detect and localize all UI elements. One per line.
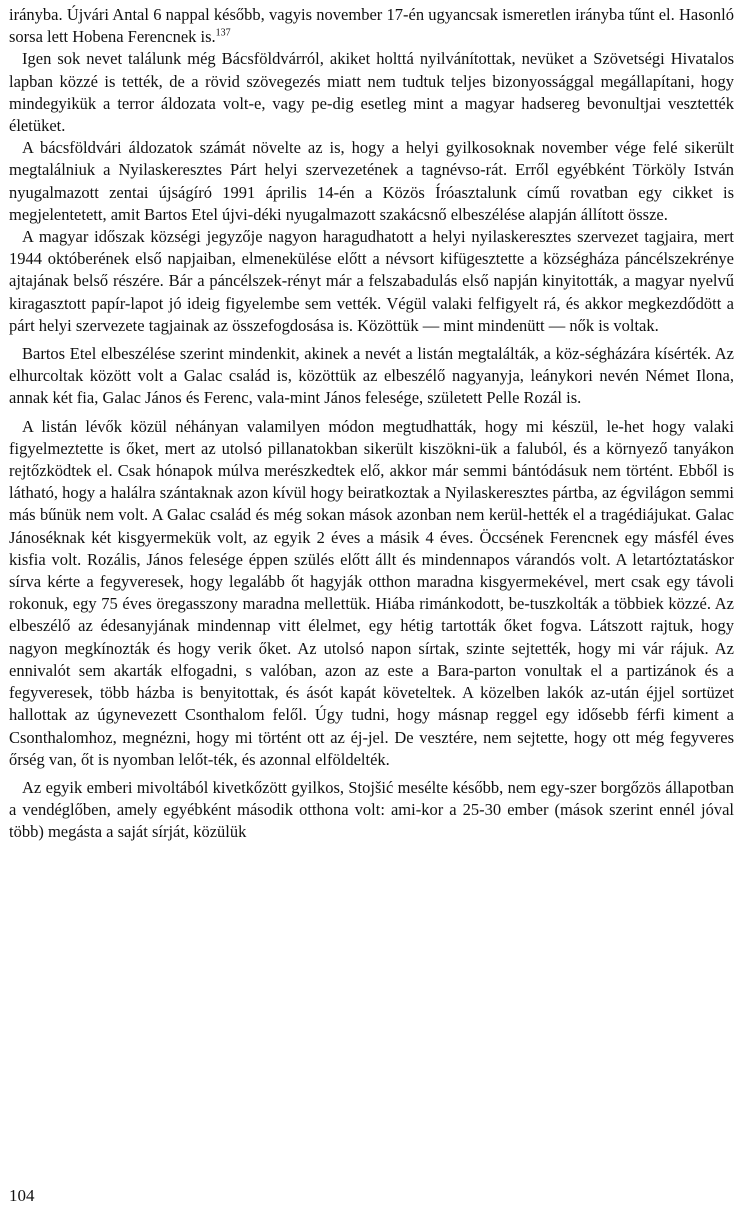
footnote-reference: 137 (215, 27, 231, 39)
paragraph: Igen sok nevet találunk még Bácsföldvárról, akiket holttá nyilvánítottak, nevüket a Szövetségi Hivatalos lapban közzé is tették, de a rövid szövegezés miatt nem tudtuk teljes bizonyossággal megállapítani, hogy mindegyikük a terror áldozata volt-e, vagy pe-dig esetleg mint a magyar hadsereg bevonultjai vesztették életüket. (9, 49, 734, 136)
paragraph: A bácsföldvári áldozatok számát növelte az is, hogy a helyi gyilkosoknak november vége felé sikerült megtalálniuk a Nyilaskeresztes Párt helyi szervezetének a tagnévso-rát. Erről egyébként Törköly István nyugalmazott zentai újságíró 1991 április 14-én a Közös Íróasztalunk című rovatban egy cikket is megjelentetett, amit Bartos Etel újvi-déki nyugalmazott szakácsnő elbeszélése alapján állított össze. (9, 138, 734, 224)
paragraph-continuation (9, 4, 734, 48)
paragraph-text: irányba. Újvári Antal 6 nappal később, vagyis november 17-én ugyancsak ismeretlen irányba tűnt el. Hasonló sorsa lett Hobena Ferencnek is. (9, 5, 734, 47)
paragraph: Az egyik emberi mivoltából kivetkőzött gyilkos, Stojšić mesélte később, nem egy-szer borgőzös állapotban a vendéglőben, amely egyébként második otthona volt: ami-kor a 25-30 ember (mások szerint ennél jóval több) megásta a saját sírját, közülük (9, 777, 734, 842)
paragraph: A magyar időszak községi jegyzője nagyon haragudhatott a helyi nyilaskeresztes szervezet tagjaira, mert 1944 októberének első napjaiban, elmenekülése előtt a névsort kifügesztette a községháza páncélszekrénye ajtajának belső részére. Bár a páncélszek-rényt már a felszabadulás első napján kinyitották, a magyar nyelvű kiragasztott papír-lapot jó ideig figyelembe sem vették. Végül valaki felfigyelt rá, és akkor megkezdődött a párt helyi szervezete tagjainak az összefogdosása is. Közöttük — mint mindenütt — nők is voltak. (9, 227, 734, 335)
paragraph: Bartos Etel elbeszélése szerint mindenkit, akinek a nevét a listán megtalálták, a köz-ségházára kísérték. Az elhurcoltak között volt a Galac család is, közöttük az elbeszélő nagyanyja, leánykori nevén Német Ilona, annak két fia, Galac János és Ferenc, vala-mint János felesége, született Pelle Rozál is. (9, 344, 734, 408)
paragraph: A listán lévők közül néhányan valamilyen módon megtudhatták, hogy mi készül, le-het hogy valaki figyelmeztette is őket, mert az utolsó pillanatokban sikerült kiszökni-ük a faluból, és a környező tanyákon rejtőzködtek el. Csak hónapok múlva merészkedtek elő, akkor már semmi bántódásuk nem történt. Ebből is látható, hogy a halálra szántaknak azon kívül hogy beiratkoztak a Nyilaskeresztes pártba, az égvilágon semmi más bűnük nem volt. A Galac család és még sokan mások azonban nem kerül-hették el a tragédiájukat. Galac Jánoséknak két kisgyermekük volt, az egyik 2 éves a másik 4 éves. Öccsének Ferencnek egy másfél éves kisfia volt. Rozális, János felesége éppen szülés előtt állt és mindennapos várandós volt. A letartóztatáskor sírva kérte a fegyveresek, hogy legalább őt hagyják otthon maradna kisgyermekével, mert csak egy távoli rokonuk, egy 75 éves öregasszony maradna mellettük. Hiába rimánkodott, be-tuszkolták a többiek közzé. Az elbeszélő az édesanyjának mindennap vitt élelmet, egy hétig tartották őket fogva. Látszott rajtuk, hogy nagyon megkínozták és hogy verik őket. Az utolsó napon sírtak, szinte sejtették, hogy mi vár rájuk. Az ennivalót sem akarták elfogadni, s valóban, azon az este a Bara-parton vonultak el a partizánok és a fegyveresek, több házba is benyitottak, és ásót kapát követeltek. A közelben lakók az-után éjjel sortüzet hallottak az úgynevezett Csonthalom felől. Úgy tudni, hogy másnap reggel egy idősebb férfi kiment a Csonthalomhoz, megnézni, hogy mi történt ott az éj-jel. De vesztére, nem sejtette, hogy ott még fegyveres őrség van, őt is nyomban lelőt-ték, és azonnal elföldelték. (9, 416, 734, 769)
page-number: 104 (9, 1186, 35, 1205)
